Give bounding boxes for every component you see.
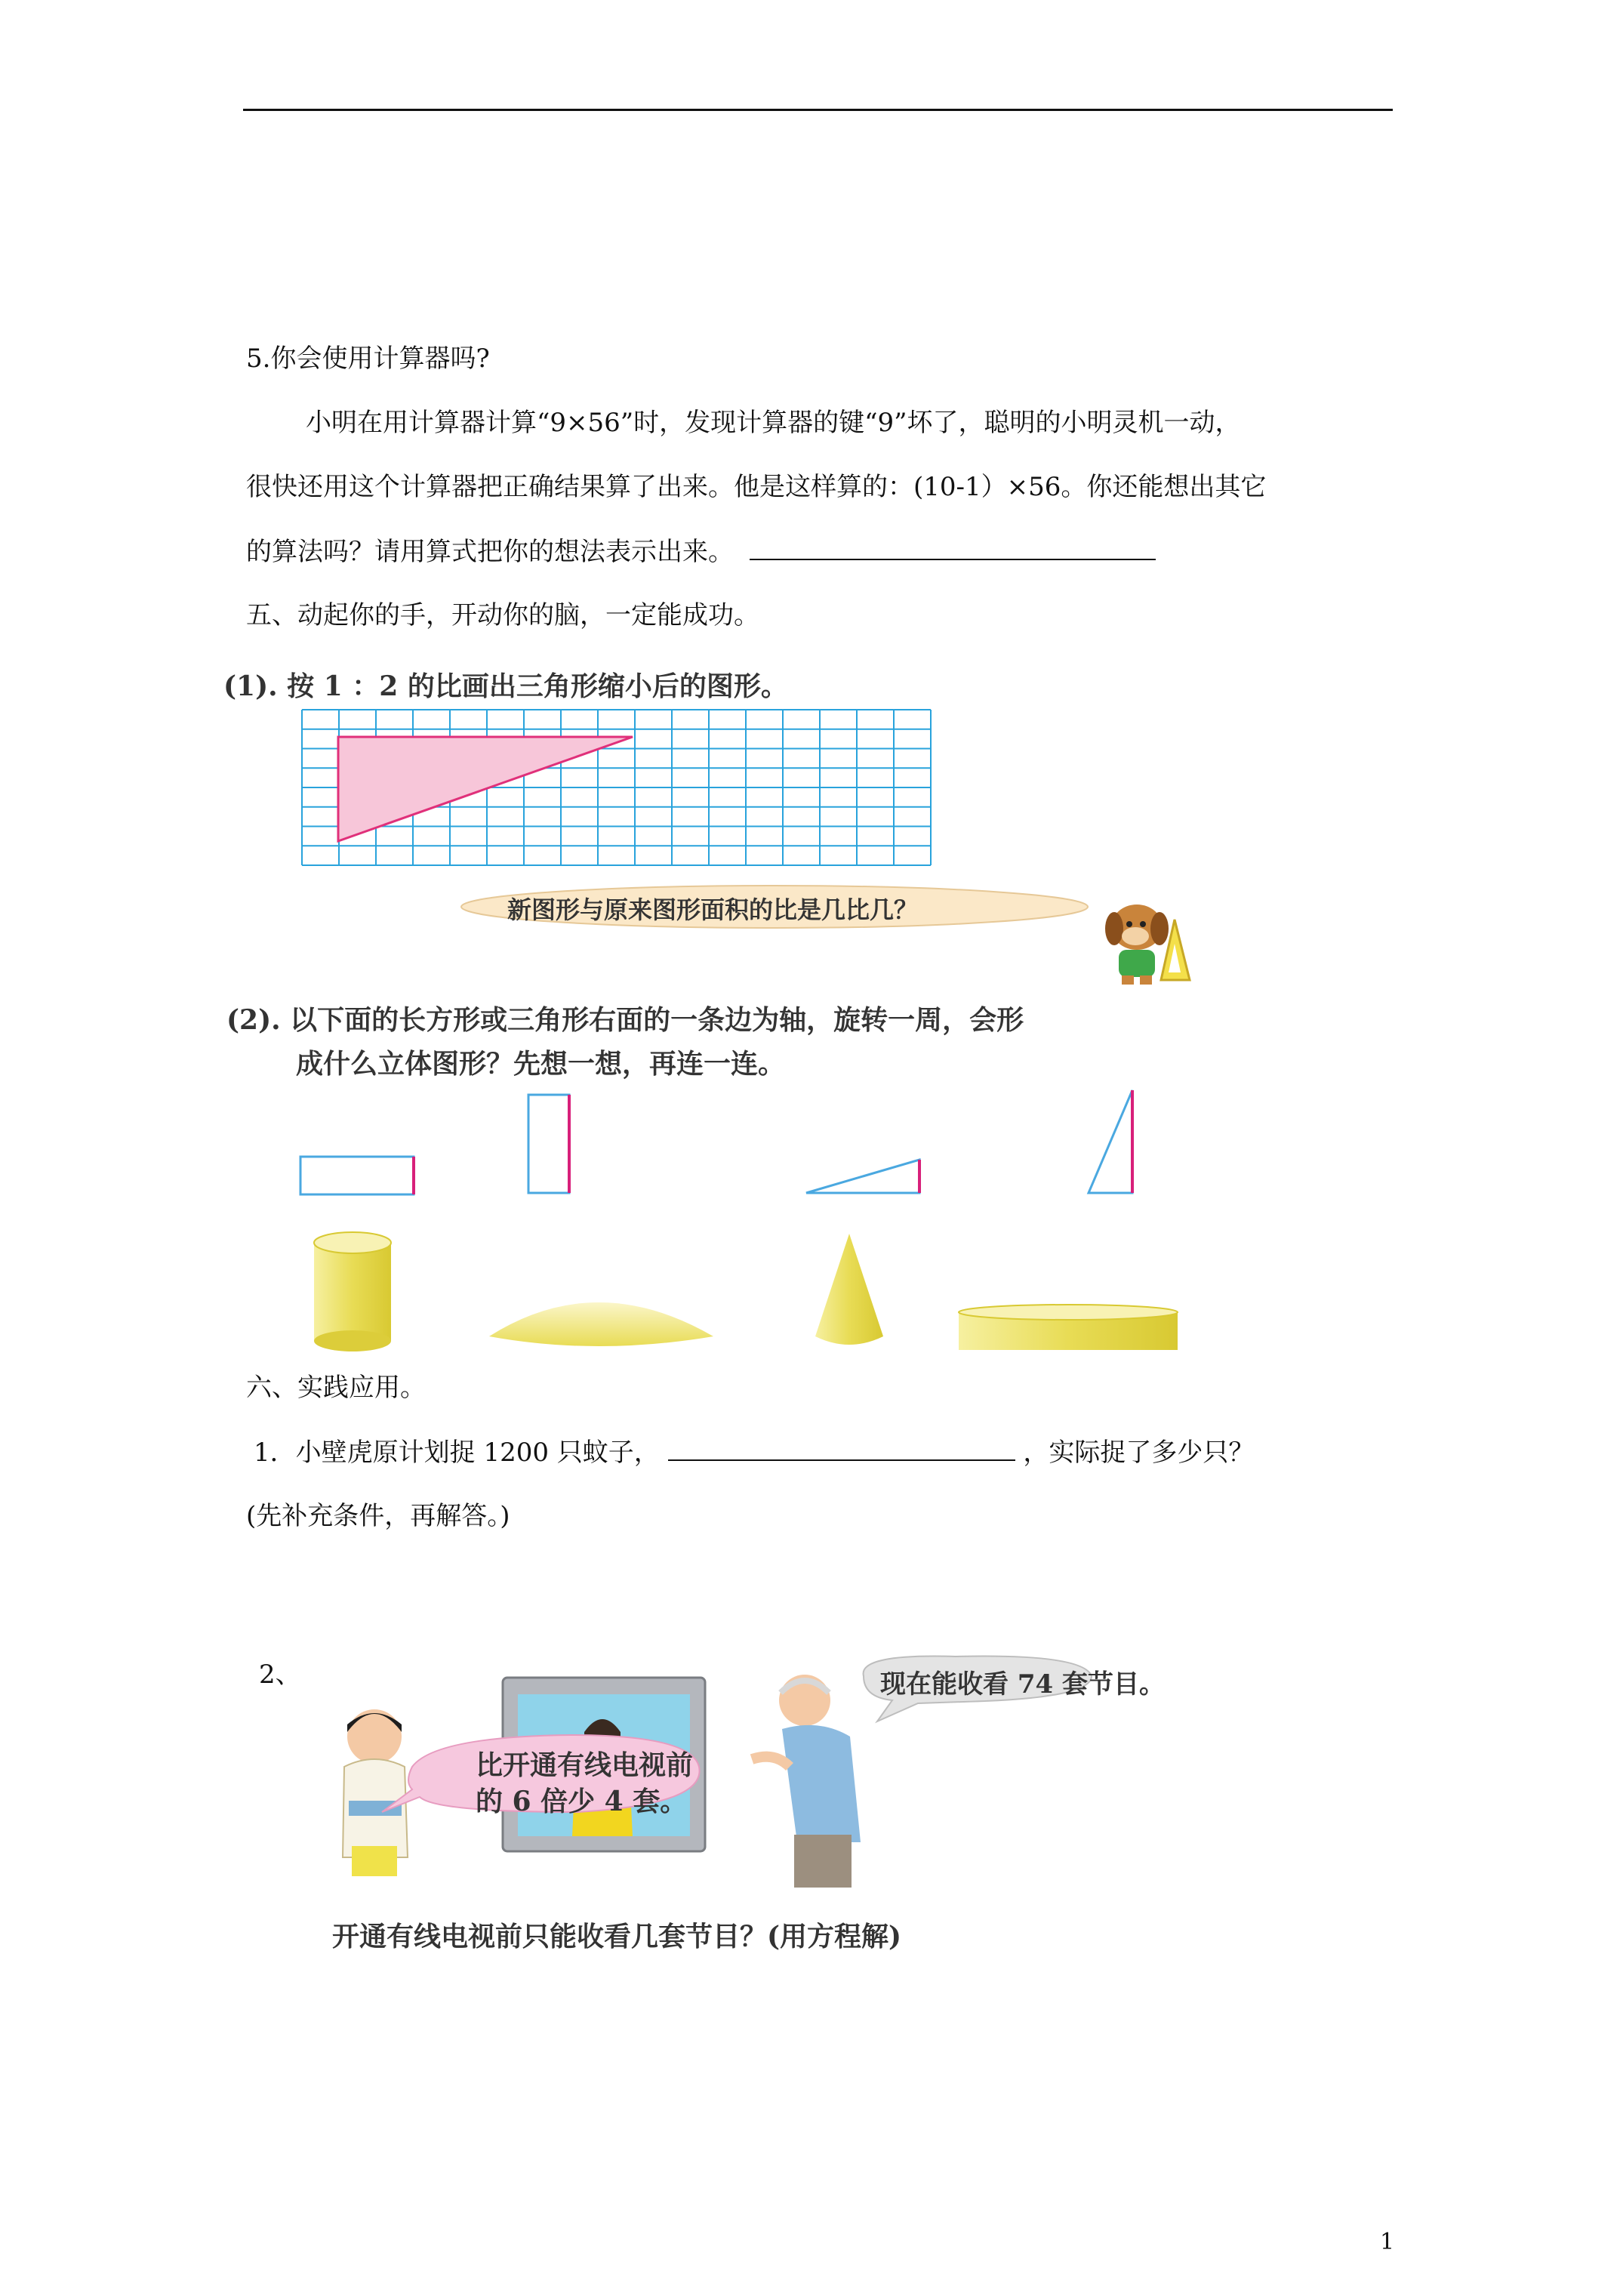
- s6-q1-part1: 1．小壁虎原计划捉 1200 只蚊子，: [254, 1438, 660, 1468]
- part1-label: (1). 按 1 ：2 的比画出三角形缩小后的图形。: [223, 670, 788, 702]
- tall-rectangle[interactable]: [528, 1095, 569, 1193]
- part2-line1: (2). 以下面的长方形或三角形右面的一条边为轴，旋转一周，会形: [226, 1004, 1024, 1036]
- bubble-before-line1: 比开通有线电视前: [476, 1749, 694, 1781]
- flat-shapes-row: [294, 1087, 1178, 1200]
- s6-q1-note: (先补充条件，再解答。): [246, 1501, 510, 1531]
- q5-title: 5.你会使用计算器吗?: [246, 344, 490, 374]
- bubble-before-line2: 的 6 倍少 4 套。: [476, 1786, 688, 1817]
- cone-tall[interactable]: [815, 1234, 883, 1345]
- cylinder-tall[interactable]: [314, 1232, 391, 1351]
- header-rule: [243, 109, 1393, 111]
- cone-flat[interactable]: [489, 1302, 713, 1346]
- page-number: 1: [1380, 2229, 1395, 2255]
- section5-title: 五、动起你的手，开动你的脑，一定能成功。: [246, 600, 759, 630]
- dog-mascot-icon: [1092, 897, 1197, 988]
- flat-right-triangle[interactable]: [806, 1160, 919, 1193]
- q5-line1: 小明在用计算器计算“9×56”时，发现计算器的键“9”坏了，聪明的小明灵机一动，: [306, 408, 1241, 438]
- tall-right-triangle[interactable]: [1089, 1090, 1132, 1193]
- drawing-grid[interactable]: [300, 708, 933, 870]
- q5-line3-text: 的算法吗？请用算式把你的想法表示出来。: [246, 537, 734, 567]
- wide-rectangle[interactable]: [300, 1157, 414, 1194]
- s6-q2-question: 开通有线电视前只能收看几套节目？(用方程解): [332, 1921, 902, 1952]
- q5-line2: 很快还用这个计算器把正确结果算了出来。他是这样算的：(10-1）×56。你还能想出其它: [246, 472, 1267, 502]
- section6-title: 六、实践应用。: [246, 1373, 426, 1403]
- answer-blank-q5[interactable]: [750, 536, 1156, 560]
- solid-shapes-row: [294, 1223, 1185, 1359]
- bubble-now-channels: 现在能收看 74 套节目。: [880, 1669, 1165, 1700]
- bubble-area-ratio-text: 新图形与原来图形面积的比是几比几？: [507, 895, 919, 924]
- s6-q1-part2: ，实际捉了多少只？: [1023, 1438, 1255, 1468]
- s6-q1: [254, 1437, 1254, 1468]
- part2-line2: 成什么立体图形？先想一想，再连一连。: [296, 1048, 786, 1080]
- answer-blank-condition[interactable]: [668, 1437, 1015, 1461]
- q5-line3: [246, 536, 1156, 567]
- cylinder-flat[interactable]: [959, 1305, 1178, 1350]
- original-triangle: [338, 737, 633, 841]
- s6-q2-label: 2、: [259, 1660, 301, 1690]
